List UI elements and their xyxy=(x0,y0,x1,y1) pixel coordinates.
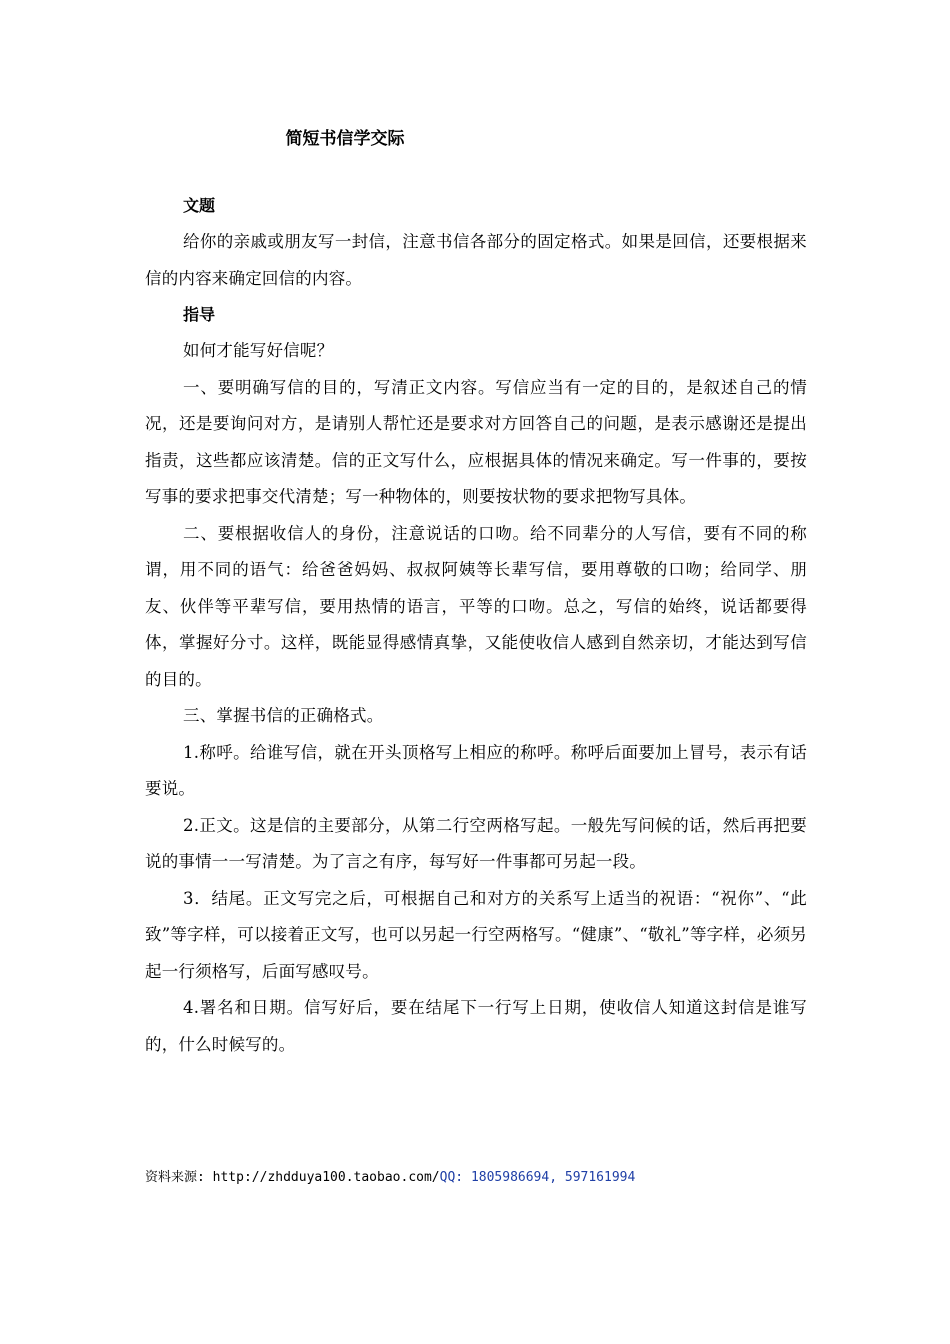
content xyxy=(145,188,807,1063)
guide-paragraph-purpose: 一、要明确写信的目的，写清正文内容。写信应当有一定的目的，是叙述自己的情况，还是要询问对方，是请别人帮忙还是要求对方回答自己的问题，是表示感谢还是提出指责，这些都应该清楚。信的正文写什么，应根据具体的情况来确定。写一件事的，要按写事的要求把事交代清楚；写一种物体的，则要按状物的要求把物写具体。 xyxy=(145,377,807,506)
guide-heading: 指导 xyxy=(183,305,216,324)
source-footer xyxy=(145,1166,635,1185)
guide-paragraph-intro: 如何才能写好信呢？ xyxy=(183,341,334,360)
guide-paragraph-tone: 二、要根据收信人的身份，注意说话的口吻。给不同辈分的人写信，要有不同的称谓，用不同的语气：给爸爸妈妈、叔叔阿姨等长辈写信，要用尊敬的口吻；给同学、朋友、伙伴等平辈写信，要用热情的语言，平等的口吻。总之，写信的始终，说话都要得体，掌握好分寸。这样，既能显得感情真挚，又能使收信人感到自然亲切，才能达到写信的目的。 xyxy=(145,523,807,689)
contact-link[interactable]: QQ: 1805986694, 597161994 xyxy=(439,1170,636,1185)
guide-item-body: 2.正文。这是信的主要部分，从第二行空两格写起。一般先写问候的话，然后再把要说的事情一一写清楚。为了言之有序，每写好一件事都可另起一段。 xyxy=(145,815,807,871)
source-label: 资料来源: http://zhdduya100.taobao.com/ xyxy=(145,1170,440,1185)
guide-item-signature: 4.署名和日期。信写好后，要在结尾下一行写上日期，使收信人知道这封信是谁写的，什么时候写的。 xyxy=(145,998,807,1054)
guide-item-salutation: 1.称呼。给谁写信，就在开头顶格写上相应的称呼。称呼后面要加上冒号，表示有话要说。 xyxy=(145,742,807,798)
topic-paragraph: 给你的亲戚或朋友写一封信，注意书信各部分的固定格式。如果是回信，还要根据来信的内容来确定回信的内容。 xyxy=(145,232,807,288)
guide-paragraph-format: 三、掌握书信的正确格式。 xyxy=(183,706,384,725)
topic-heading: 文题 xyxy=(183,196,216,215)
guide-item-closing: 3．结尾。正文写完之后，可根据自己和对方的关系写上适当的祝语：“祝你”、“此致”等字样，可以接着正文写，也可以另起一行空两格写。“健康”、“敬礼”等字样，必须另起一行须格写，后面写感叹号。 xyxy=(145,888,807,981)
document-title: 简短书信学交际 xyxy=(285,129,405,149)
